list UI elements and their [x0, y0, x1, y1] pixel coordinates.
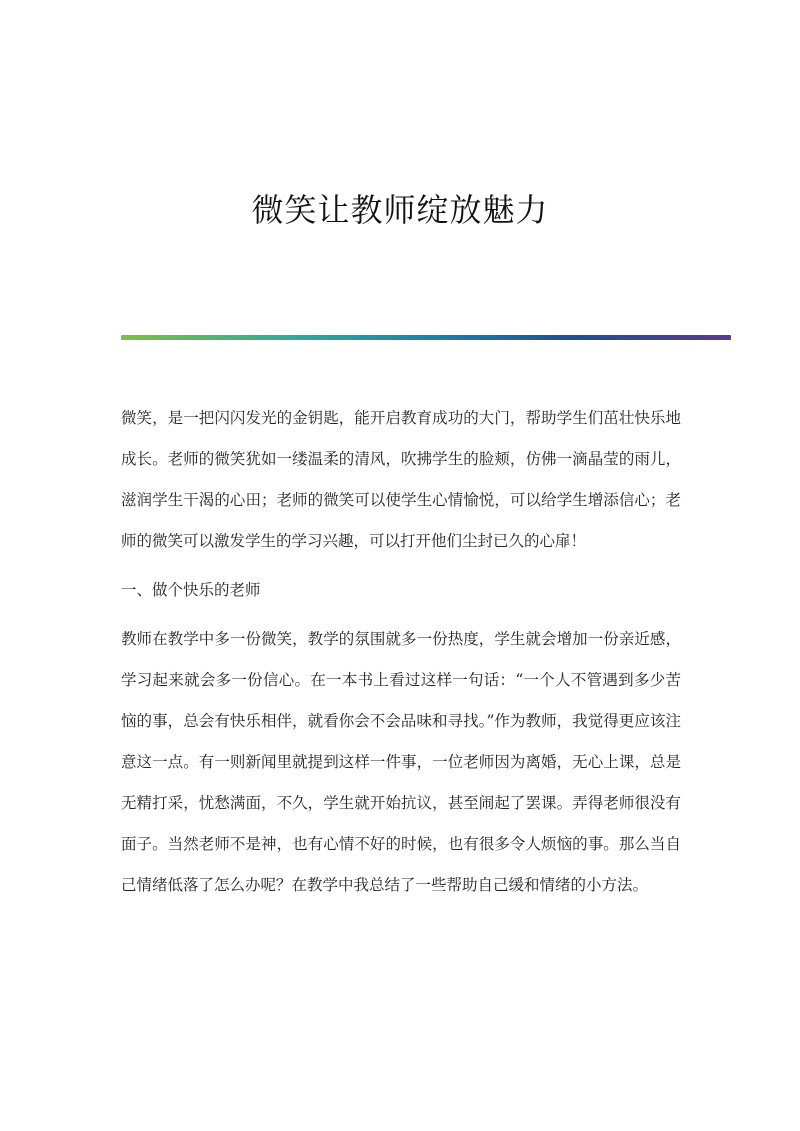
paragraph-intro: 微笑，是一把闪闪发光的金钥匙，能开启教育成功的大门，帮助学生们茁壮快乐地成长。老师的微笑犹如一缕温柔的清风，吹拂学生的脸颊，仿佛一滴晶莹的雨儿，滋润学生干渴的心田；老师的微笑可以使学生心情愉悦，可以给学生增添信心；老师的微笑可以激发学生的学习兴趣，可以打开他们尘封已久的心扉！	[121, 409, 681, 550]
document-body	[121, 398, 681, 914]
paragraph-body: 教师在教学中多一份微笑，教学的氛围就多一份热度，学生就会增加一份亲近感，学习起来就会多一份信心。在一本书上看过这样一句话：“一个人不管遇到多少苦恼的事，总会有快乐相伴，就看你会不会品味和寻找。”作为教师，我觉得更应该注意这一点。有一则新闻里就提到这样一件事，一位老师因为离婚，无心上课，总是无精打采，忧愁满面，不久，学生就开始抗议，甚至闹起了罢课。弄得老师很没有面子。当然老师不是神，也有心情不好的时候，也有很多令人烦恼的事。那么当自己情绪低落了怎么办呢？在教学中我总结了一些帮助自己缓和情绪的小方法。	[121, 630, 681, 894]
title-divider	[121, 335, 731, 340]
document-title: 微笑让教师绽放魅力	[251, 191, 549, 229]
section-heading: 一、做个快乐的老师	[121, 581, 261, 599]
